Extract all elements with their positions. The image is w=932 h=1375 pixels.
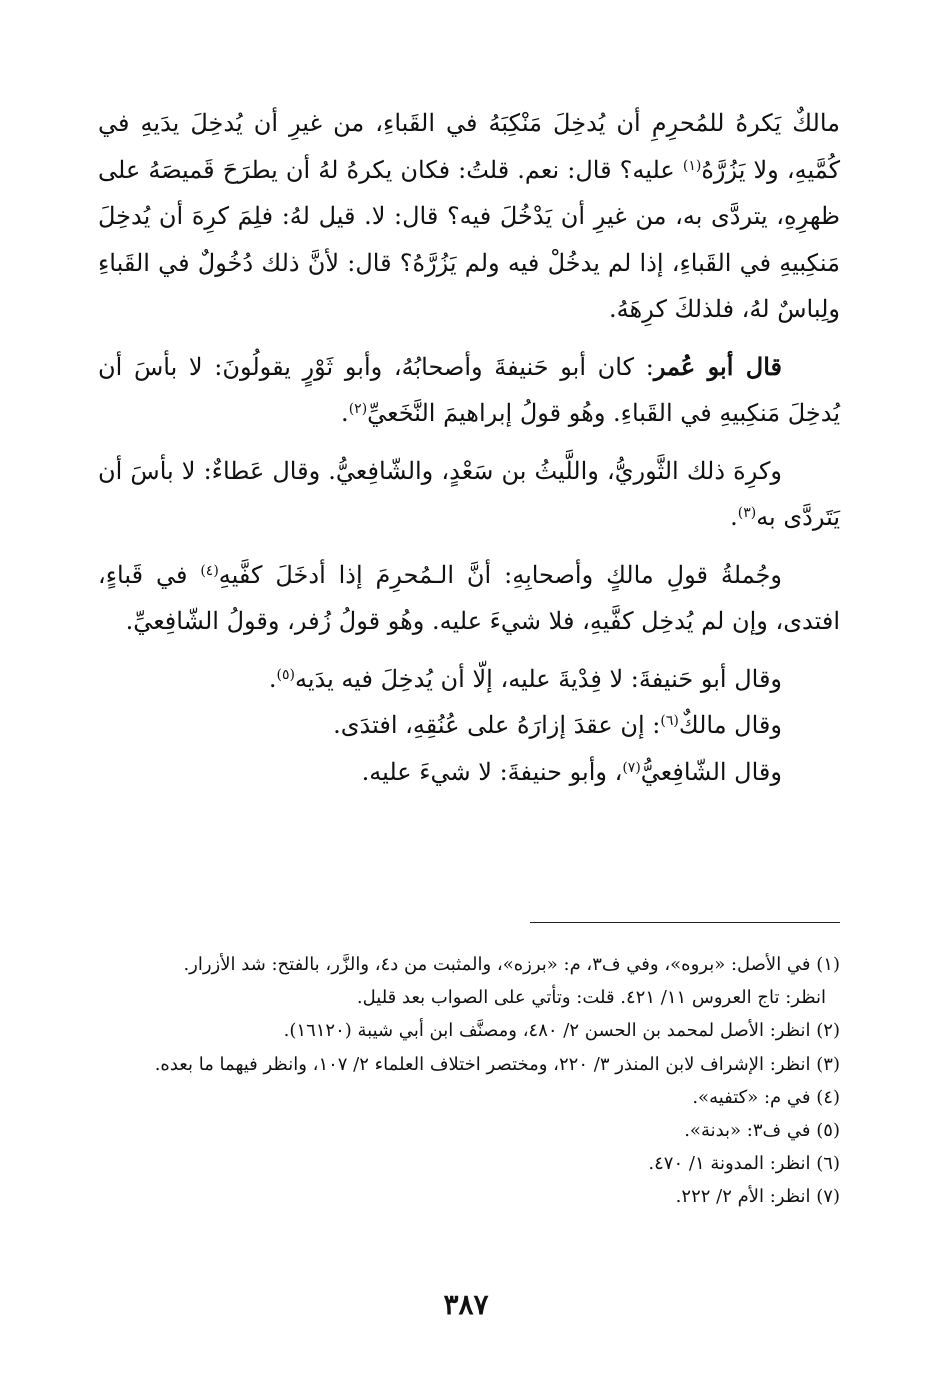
footnote-1	[98, 948, 840, 981]
footnote-ref-1[interactable]: (١)	[682, 157, 702, 174]
text-run: .	[268, 664, 277, 693]
footnote-2	[98, 1014, 840, 1047]
footnote-divider	[530, 922, 840, 923]
text-run: وجُملةُ قولِ مالكٍ وأصحابِهِ: أنَّ الـمُحرِمَ إذا أدخَلَ كفَّيهِ	[218, 560, 782, 589]
text-run: : إن عقدَ إزارَهُ على عُنُقِهِ، افتدَى.	[333, 711, 661, 739]
footnote-ref-3[interactable]: (٣)	[737, 505, 757, 521]
footnote-ref-7[interactable]: (٧)	[622, 759, 641, 776]
footnote-text: انظر: الأصل لمحمد بن الحسن ٢/ ٤٨٠، ومصنَّف ابن أبي شيبة (١٦١٢٠).	[283, 1020, 811, 1042]
footnote-text: في الأصل: «بروه»، وفي ف٣، م: «برزه»، والمثبت من د٤، والزَّر، بالفتح: شد الأزرار.	[183, 954, 811, 975]
footnote-number: (٤)	[816, 1086, 840, 1108]
footnote-ref-6[interactable]: (٦)	[660, 713, 679, 729]
footnotes	[98, 948, 840, 1214]
footnote-ref-2[interactable]: (٢)	[348, 401, 368, 417]
main-text	[98, 100, 840, 795]
paragraph-3	[98, 448, 840, 541]
footnote-1-continuation	[98, 981, 840, 1014]
text-run: عليه؟ قال: نعم. قلتُ: فكان يكرهُ لهُ أن يطرَحَ قَميصَهُ على ظهرِهِ، يتردَّى به، من غيرِ أن يَدْخُلَ فيه؟ قال: لا. قيل لهُ: فلِمَ كرِهَ أن يُدخِلَ مَنكِبيهِ في القَباءِ، إذا لم يدخُلْ فيه ولم يَزُرَّهُ؟ قال: لأنَّ ذلك دُخُولٌ في القَباءِ ولِباسٌ لهُ، فلذلكَ كرِهَهُ.	[98, 155, 840, 323]
text-run: وقال الشّافِعيُّ	[640, 757, 782, 786]
footnote-number: (٣)	[816, 1053, 840, 1075]
footnote-4	[98, 1081, 840, 1114]
footnote-3	[98, 1048, 840, 1081]
text-run: : كان أبو حَنيفةَ وأصحابُهُ، وأبو ثَوْرٍ يقولُونَ: لا بأسَ أن يُدخِلَ مَنكِبيهِ في القَباءِ. وهُو قولُ إبراهيمَ النَّخَعيِّ	[98, 352, 840, 427]
text-run: وكرِهَ ذلك الثَّوريُّ، واللَّيثُ بن سَعْدٍ، والشّافِعيُّ. وقال عَطاءٌ: لا بأسَ أن يَتَردَّى به	[98, 456, 840, 531]
text-run: وقال مالكٌ	[678, 711, 782, 739]
page	[98, 100, 841, 1208]
paragraph-2	[98, 344, 840, 437]
paragraph-4	[98, 552, 840, 645]
paragraph-6	[98, 702, 840, 749]
speaker-label: قال أبو عُمر	[653, 351, 782, 381]
text-run: في قَباءٍ، افتدى، وإن لم يُدخِل كفَّيهِ، فلا شيءَ عليه. وهُو قولُ زُفر، وقولُ الشّافِعيِّ.	[98, 560, 840, 635]
footnote-text: في م: «كتفيه».	[692, 1086, 811, 1108]
footnote-text: انظر: الأم ٢/ ٢٢٢.	[675, 1186, 811, 1208]
footnote-number: (٧)	[816, 1186, 840, 1208]
text-run: مالكٌ يَكرهُ للمُحرِمِ أن يُدخِلَ مَنْكِبَهُ في القَباءِ، من غيرِ أن يُدخِلَ يدَيهِ في كُمَّيهِ، ولا يَزُرَّهُ	[98, 109, 841, 184]
footnote-number: (٥)	[816, 1120, 840, 1142]
footnote-text: انظر: الإشراف لابن المنذر ٣/ ٢٢٠، ومختصر اختلاف العلماء ٢/ ١٠٧، وانظر فيهما ما بعده.	[154, 1053, 811, 1075]
footnote-number: (٢)	[816, 1020, 840, 1042]
text-run: وقال أبو حَنيفةَ: لا فِدْيةَ عليه، إلّا أن يُدخِلَ فيه يدَيه	[294, 664, 782, 693]
footnote-5	[98, 1114, 840, 1147]
text-run: .	[341, 399, 349, 427]
footnote-text: في ف٣: «بدنة».	[684, 1120, 811, 1142]
footnote-number: (٦)	[816, 1153, 840, 1175]
text-run: ، وأبو حنيفةَ: لا شيءَ عليه.	[361, 757, 623, 786]
footnote-7	[98, 1180, 840, 1213]
footnote-text: انظر: المدونة ١/ ٤٧٠.	[648, 1153, 811, 1175]
page-number: ٣٨٧	[443, 1288, 489, 1321]
text-run: .	[730, 503, 738, 531]
paragraph-7	[98, 749, 840, 796]
footnote-ref-5[interactable]: (٥)	[276, 666, 295, 683]
footnote-number: (١)	[816, 954, 840, 975]
paragraph-1	[98, 100, 840, 333]
footnote-ref-4[interactable]: (٤)	[200, 562, 219, 579]
footnote-6	[98, 1147, 840, 1180]
paragraph-5	[98, 656, 840, 703]
footnote-text: انظر: تاج العروس ١١/ ٤٢١. قلت: وتأتي على الصواب بعد قليل.	[356, 987, 826, 1009]
